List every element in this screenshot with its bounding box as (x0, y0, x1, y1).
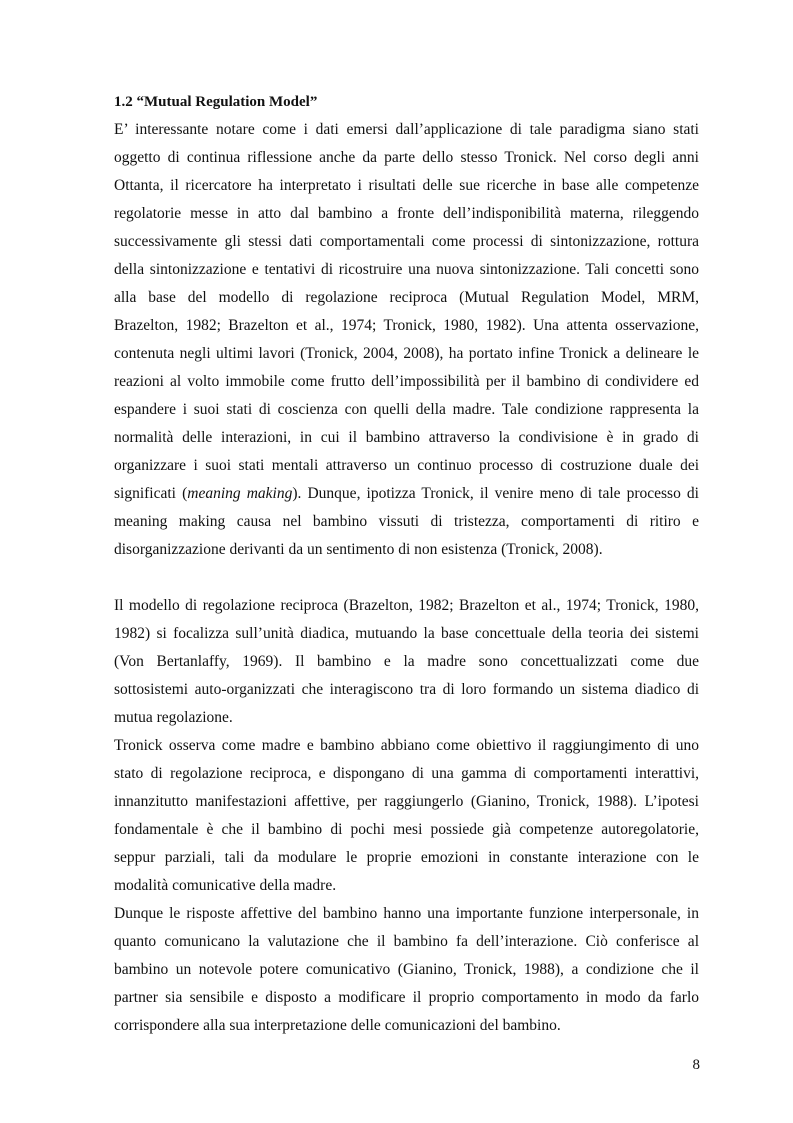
paragraph-line: alla base del modello di regolazione reciproca (Mutual Regulation Model, MRM, (114, 289, 699, 306)
italic-term: meaning making (187, 485, 293, 502)
paragraph-line: Il modello di regolazione reciproca (Brazelton, 1982; Brazelton et al., 1974; Tronick, 1980, (114, 597, 699, 614)
paragraph-line: Ottanta, il ricercatore ha interpretato i risultati delle sue ricerche in base alle competenze (114, 177, 699, 194)
paragraph-line: oggetto di continua riflessione anche da parte dello stesso Tronick. Nel corso degli anni (114, 149, 699, 166)
paragraph-line: Tronick osserva come madre e bambino abbiano come obiettivo il raggiungimento di uno (114, 737, 699, 754)
page-content (114, 88, 699, 1040)
paragraph-line: Dunque le risposte affettive del bambino hanno una importante funzione interpersonale, in (114, 905, 699, 922)
paragraph-line: quanto comunicano la valutazione che il bambino fa dell’interazione. Ciò conferisce al (114, 933, 699, 950)
paragraph-2 (114, 592, 699, 732)
page-number: 8 (692, 1057, 700, 1073)
paragraph-line: della sintonizzazione e tentativi di ricostruire una nuova sintonizzazione. Tali concetti sono (114, 261, 699, 278)
paragraph-line: Brazelton, 1982; Brazelton et al., 1974; Tronick, 1980, 1982). Una attenta osservazione, (114, 317, 699, 334)
paragraph-spacer (114, 564, 699, 592)
paragraph-3 (114, 732, 699, 900)
paragraph-line: (Von Bertanlaffy, 1969). Il bambino e la madre sono concettualizzati come due (114, 653, 699, 670)
text-segment: ). Dunque, ipotizza Tronick, il venire meno di tale processo di (292, 485, 699, 502)
paragraph-line: successivamente gli stessi dati comportamentali come processi di sintonizzazione, rottura (114, 233, 699, 250)
paragraph-line: mutua regolazione. (114, 709, 233, 726)
paragraph-line: modalità comunicative della madre. (114, 877, 337, 894)
paragraph-line: reazioni al volto immobile come frutto dell’impossibilità per il bambino di condividere ed (114, 373, 699, 390)
paragraph-line: fondamentale è che il bambino di pochi mesi possiede già competenze autoregolatorie, (114, 821, 699, 838)
paragraph-line: partner sia sensibile e disposto a modificare il proprio comportamento in modo da farlo (114, 989, 699, 1006)
paragraph-line: corrispondere alla sua interpretazione delle comunicazioni del bambino. (114, 1017, 561, 1034)
paragraph-line: disorganizzazione derivanti da un sentimento di non esistenza (Tronick, 2008). (114, 541, 603, 558)
paragraph-line: bambino un notevole potere comunicativo (Gianino, Tronick, 1988), a condizione che il (114, 961, 699, 978)
paragraph-line: contenuta negli ultimi lavori (Tronick, 2004, 2008), ha portato infine Tronick a delineare le (114, 345, 699, 362)
paragraph-line: normalità delle interazioni, in cui il bambino attraverso la condivisione è in grado di (114, 429, 699, 446)
paragraph-line: sottosistemi auto-organizzati che interagiscono tra di loro formando un sistema diadico di (114, 681, 699, 698)
paragraph-line: espandere i suoi stati di coscienza con quelli della madre. Tale condizione rappresenta la (114, 401, 699, 418)
section-heading: 1.2 “Mutual Regulation Model” (114, 94, 318, 110)
paragraph-line: meaning making causa nel bambino vissuti di tristezza, comportamenti di ritiro e (114, 513, 699, 530)
paragraph-line: seppur parziali, tali da modulare le proprie emozioni in constante interazione con le (114, 849, 699, 866)
paragraph-line: regolatorie messe in atto dal bambino a fronte dell’indisponibilità materna, rileggendo (114, 205, 699, 222)
paragraph-line: innanzitutto manifestazioni affettive, per raggiungerlo (Gianino, Tronick, 1988). L’ipotesi (114, 793, 699, 810)
paragraph-line-mixed (114, 480, 699, 508)
paragraph-line: organizzare i suoi stati mentali attraverso un continuo processo di costruzione duale dei (114, 457, 699, 474)
text-segment: significati ( (114, 485, 188, 502)
paragraph-line: stato di regolazione reciproca, e dispongano di una gamma di comportamenti interattivi, (114, 765, 699, 782)
paragraph-line: 1982) si focalizza sull’unità diadica, mutuando la base concettuale della teoria dei sistemi (114, 625, 699, 642)
paragraph-line: E’ interessante notare come i dati emersi dall’applicazione di tale paradigma siano stati (114, 121, 699, 138)
paragraph-1 (114, 116, 699, 564)
paragraph-4 (114, 900, 699, 1040)
